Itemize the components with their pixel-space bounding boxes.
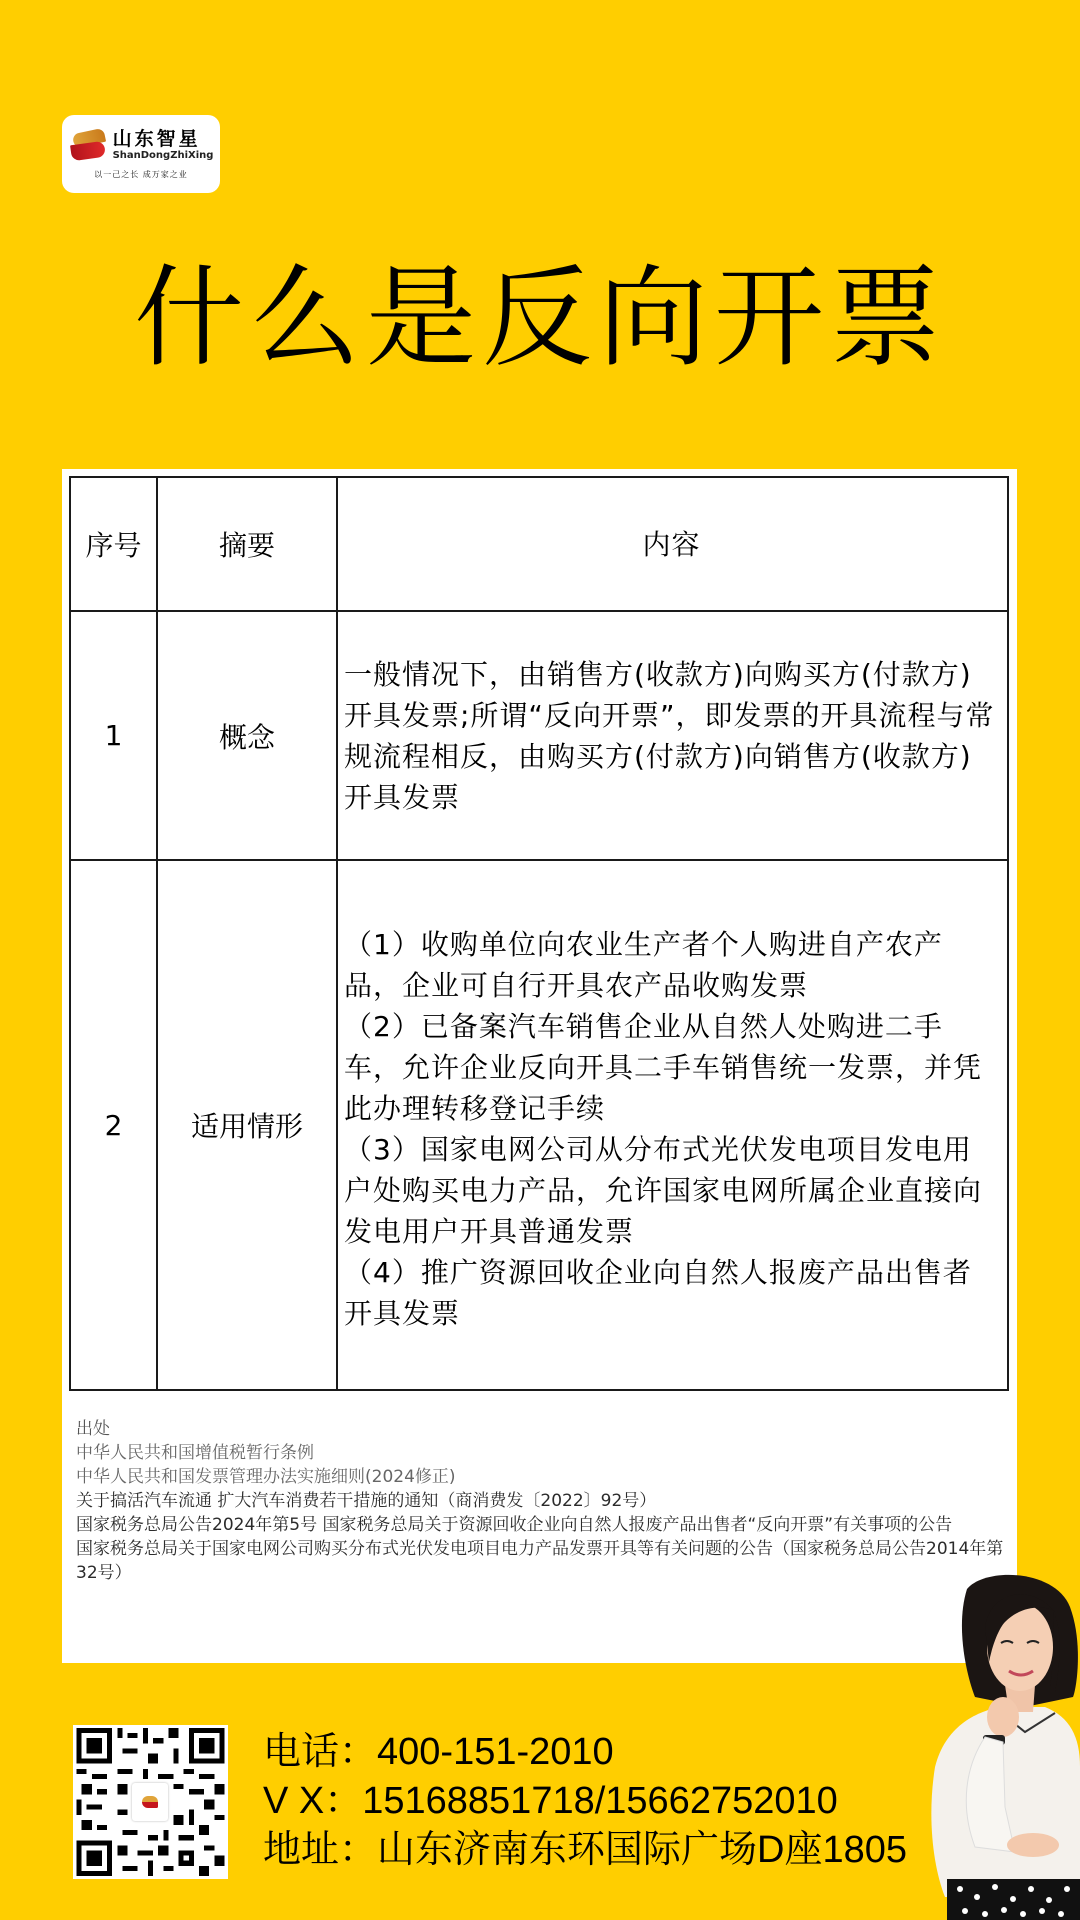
- source-item: 国家税务总局关于国家电网公司购买分布式光伏发电项目电力产品发票开具等有关问题的公告（国家税务总局公告2014年第32号）: [76, 1539, 1004, 1583]
- row-summary: 适用情形: [157, 860, 337, 1390]
- logo-swirl-icon: [69, 129, 109, 163]
- sources-section: [76, 1417, 1006, 1585]
- row-index: 1: [70, 611, 157, 860]
- phone-label: 电话：: [263, 1731, 378, 1773]
- page-title: 什么是反向开票: [134, 254, 946, 382]
- scenario-item-2: （2）已备案汽车销售企业从自然人处购进二手车，允许企业反向开具二手车销售统一发票，并凭此办理转移登记手续: [344, 1010, 983, 1125]
- table-row: [70, 611, 1008, 860]
- header-content: 内容: [337, 477, 1008, 611]
- header-index: 序号: [70, 477, 157, 611]
- source-item: 中华人民共和国发票管理办法实施细则(2024修正): [76, 1467, 456, 1487]
- brand-name-en: ShanDongZhiXing: [112, 150, 214, 161]
- address-label: 地址：: [263, 1829, 378, 1871]
- table-row: [70, 860, 1008, 1390]
- scenario-item-4: （4）推广资源回收企业向自然人报废产品出售者开具发票: [344, 1256, 972, 1330]
- row-summary: 概念: [157, 611, 337, 860]
- qr-center-logo-icon: [132, 1783, 168, 1821]
- source-item: 中华人民共和国增值税暂行条例: [76, 1443, 314, 1463]
- scenario-item-1: （1）收购单位向农业生产者个人购进自产农产品，企业可自行开具农产品收购发票: [344, 928, 943, 1002]
- vx-label: V X：: [263, 1780, 363, 1822]
- header-summary: 摘要: [157, 477, 337, 611]
- sources-heading: 出处: [76, 1419, 110, 1439]
- qr-code-icon[interactable]: [73, 1725, 228, 1879]
- logo-top-row: [69, 129, 214, 163]
- brand-slogan: 以一己之长 成万家之业: [94, 169, 188, 179]
- brand-logo: [62, 115, 220, 193]
- table-header-row: [70, 477, 1008, 611]
- scenario-item-3: （3）国家电网公司从分布式光伏发电项目发电用户处购买电力产品，允许国家电网所属企业直接向发电用户开具普通发票: [344, 1133, 983, 1248]
- address-value: 山东济南东环国际广场D座1805: [377, 1829, 907, 1871]
- presenter-photo: [905, 1567, 1080, 1920]
- row-content: [337, 860, 1008, 1390]
- phone-line: [263, 1728, 907, 1777]
- presenter-figure-icon: [905, 1567, 1080, 1920]
- info-table: [69, 476, 1009, 1391]
- logo-text: [113, 129, 214, 162]
- contact-info: [263, 1728, 907, 1875]
- content-card: [62, 469, 1017, 1663]
- phone-number[interactable]: 400-151-2010: [377, 1731, 614, 1773]
- row-index: 2: [70, 860, 157, 1390]
- source-item: 关于搞活汽车流通 扩大汽车消费若干措施的通知（商消费发〔2022〕92号）: [76, 1491, 657, 1511]
- address-line: [263, 1826, 907, 1875]
- vx-line: [263, 1777, 907, 1826]
- row-content: 一般情况下，由销售方(收款方)向购买方(付款方)开具发票;所谓“反向开票”，即发票的开具流程与常规流程相反，由购买方(付款方)向销售方(收款方)开具发票: [337, 611, 1008, 860]
- vx-number[interactable]: 15168851718/15662752010: [362, 1780, 838, 1822]
- source-item: 国家税务总局公告2024年第5号 国家税务总局关于资源回收企业向自然人报废产品出售者“反向开票”有关事项的公告: [76, 1515, 953, 1535]
- brand-name-cn: 山东智星: [112, 128, 201, 150]
